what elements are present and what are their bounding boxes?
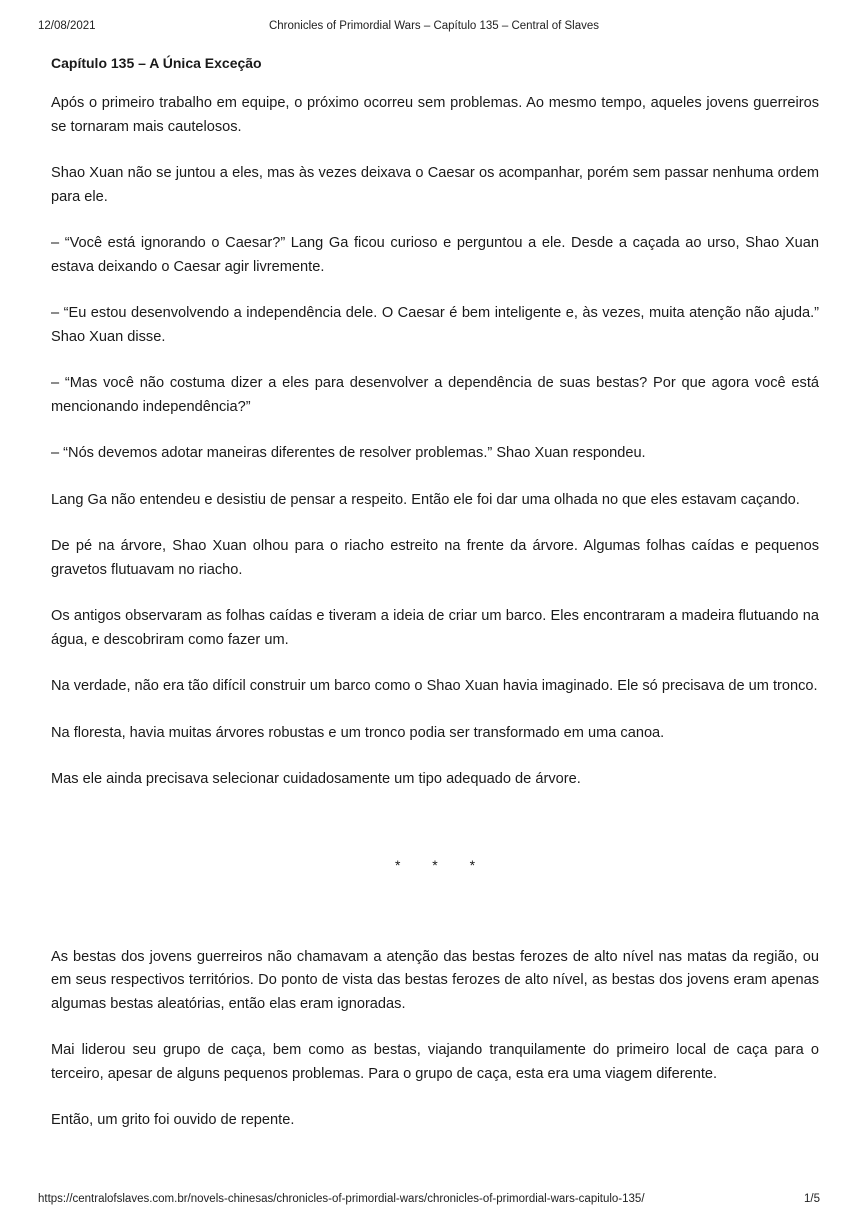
paragraph: Então, um grito foi ouvido de repente. <box>51 1112 295 1128</box>
chapter-title: Capítulo 135 – A Única Exceção <box>51 55 262 71</box>
paragraph: Shao Xuan não se juntou a eles, mas às vezes deixava o Caesar os acompanhar, porém sem passar nenhuma ordem para ele. <box>51 165 819 205</box>
page-number: 1/5 <box>804 1193 820 1205</box>
paragraph: – “Você está ignorando o Caesar?” Lang Ga ficou curioso e perguntou a ele. Desde a caçada ao urso, Shao Xuan estava deixando o Caesar agir livremente. <box>51 235 819 275</box>
print-footer <box>38 1193 830 1209</box>
page-url: https://centralofslaves.com.br/novels-chinesas/chronicles-of-primordial-wars/chronicles-of-primordial-wars-capitulo-135/ <box>38 1193 645 1205</box>
section-separator: * * * <box>394 856 490 873</box>
paragraph: Mas ele ainda precisava selecionar cuidadosamente um tipo adequado de árvore. <box>51 771 581 787</box>
paragraph: Lang Ga não entendeu e desistiu de pensar a respeito. Então ele foi dar uma olhada no que eles estavam caçando. <box>51 491 800 508</box>
paragraph: Mai liderou seu grupo de caça, bem como as bestas, viajando tranquilamente do primeiro local de caça para o terceiro, apesar de alguns pequenos problemas. Para o grupo de caça, esta era uma viagem diferente. <box>51 1042 819 1082</box>
paragraph: Os antigos observaram as folhas caídas e tiveram a ideia de criar um barco. Eles encontraram a madeira flutuando na água, e descobriram como fazer um. <box>51 608 819 648</box>
paragraph: As bestas dos jovens guerreiros não chamavam a atenção das bestas ferozes de alto nível nas matas da região, ou em seus respectivos territórios. Do ponto de vista das bestas ferozes de alto nível, as bestas dos jovens eram apenas algumas bestas aleatórias, então elas eram ignoradas. <box>51 948 819 1012</box>
document-title: Chronicles of Primordial Wars – Capítulo 135 – Central of Slaves <box>268 20 600 32</box>
paragraph: De pé na árvore, Shao Xuan olhou para o riacho estreito na frente da árvore. Algumas folhas caídas e pequenos gravetos flutuavam no riacho. <box>51 538 819 578</box>
paragraph: Na verdade, não era tão difícil construir um barco como o Shao Xuan havia imaginado. Ele só precisava de um tronco. <box>51 678 818 694</box>
print-header <box>38 20 830 36</box>
print-date: 12/08/2021 <box>38 20 96 32</box>
paragraph: Na floresta, havia muitas árvores robustas e um tronco podia ser transformado em uma canoa. <box>51 724 665 741</box>
chapter-content <box>51 54 819 1156</box>
paragraph: – “Nós devemos adotar maneiras diferentes de resolver problemas.” Shao Xuan respondeu. <box>51 445 646 461</box>
paragraph: – “Mas você não costuma dizer a eles para desenvolver a dependência de suas bestas? Por que agora você está mencionando independência?” <box>51 375 819 415</box>
paragraph: Após o primeiro trabalho em equipe, o próximo ocorreu sem problemas. Ao mesmo tempo, aqueles jovens guerreiros se tornaram mais cautelosos. <box>51 95 819 135</box>
paragraph: – “Eu estou desenvolvendo a independência dele. O Caesar é bem inteligente e, às vezes, muita atenção não ajuda.” Shao Xuan disse. <box>51 305 819 345</box>
